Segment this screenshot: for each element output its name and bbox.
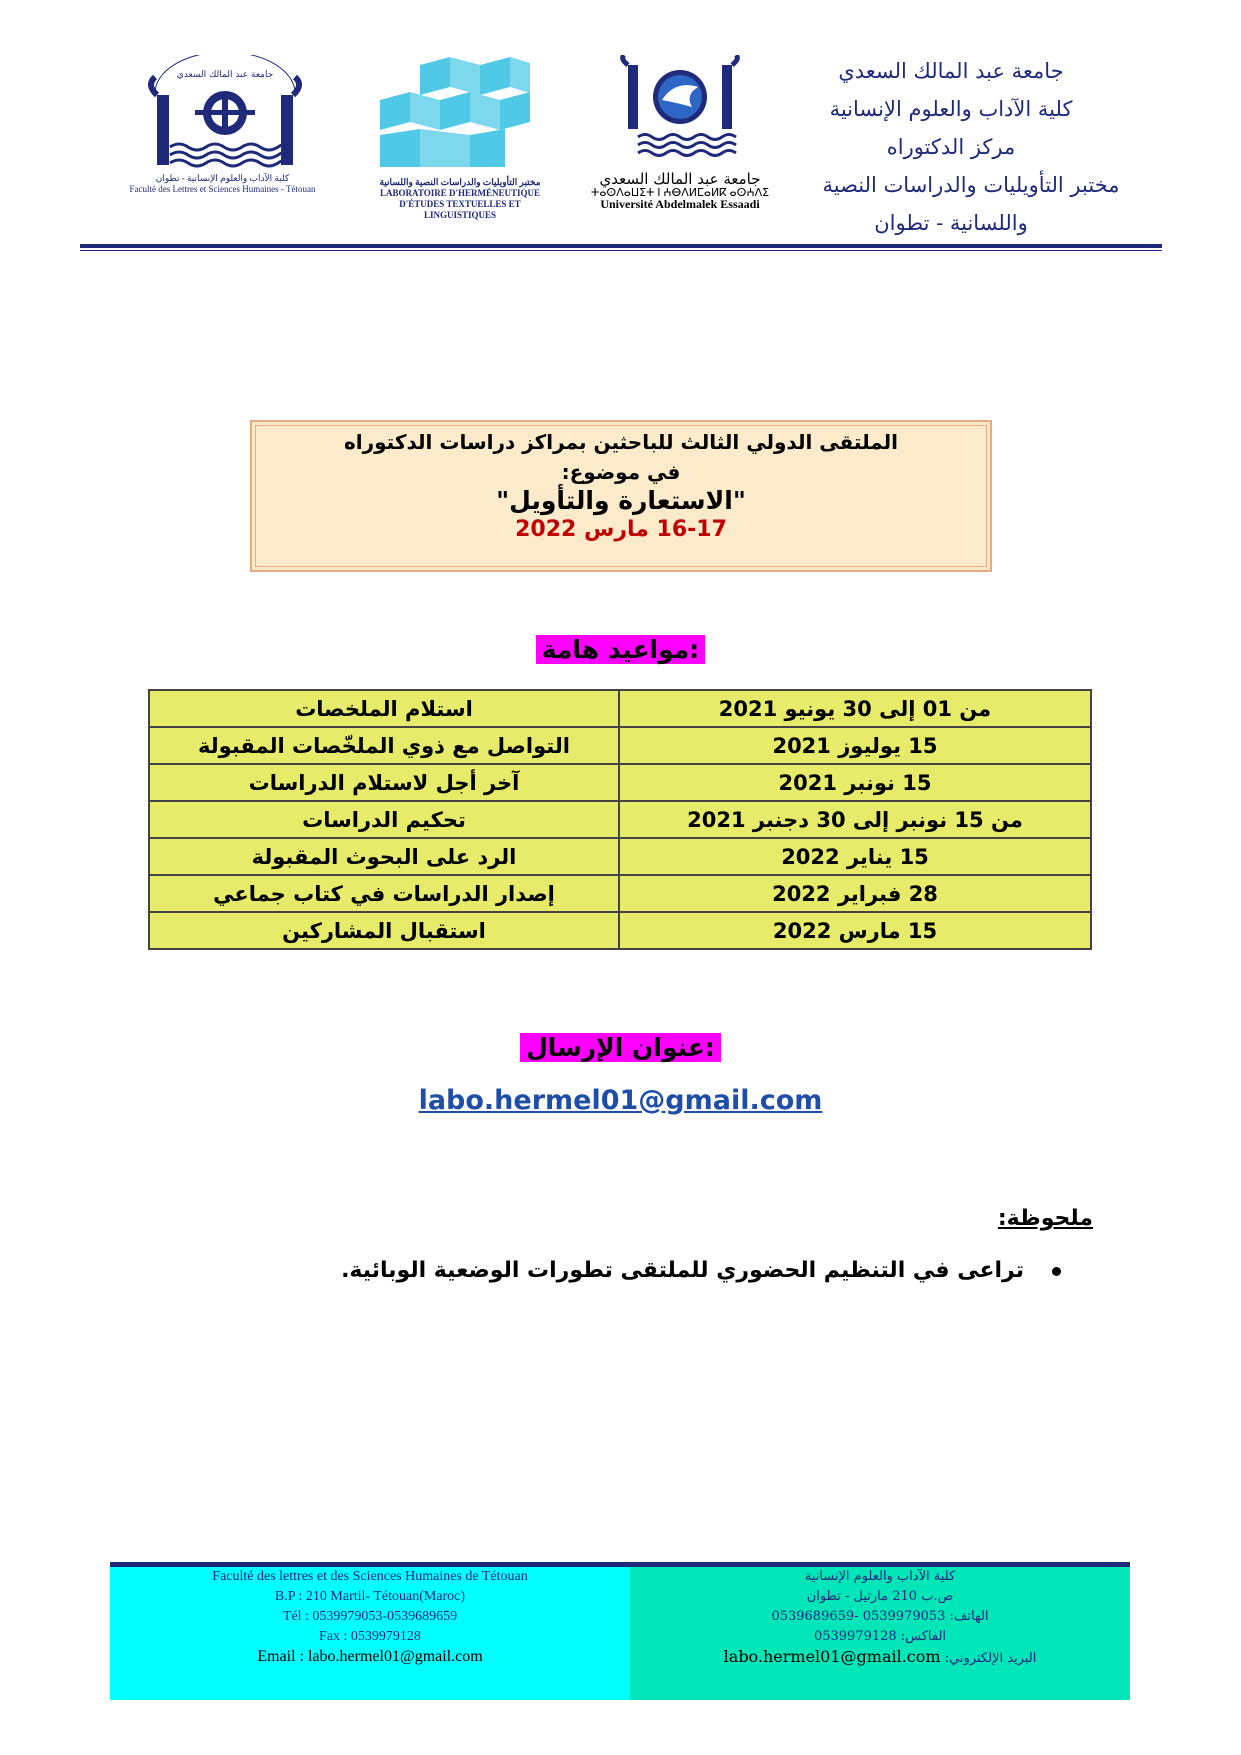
university-logo-caption-tif: ⵜⴰⵙⴷⴰⵡⵉⵜ ⵏ ⵄⴱⴷⵍⵎⴰⵍⴽ ⴰⵙⵄⴷⵉ	[590, 187, 770, 199]
event-cell: إصدار الدراسات في كتاب جماعي	[149, 875, 619, 912]
university-logo	[580, 55, 780, 210]
date-cell: من 15 نونبر إلى 30 دجنبر 2021	[619, 801, 1091, 838]
lab-logo-caption-fr1: LABORATOIRE D'HERMÉNEUTIQUE	[380, 188, 540, 198]
note-text: تراعى في التنظيم الحضوري للملتقى تطورات الوضعية الوبائية.	[341, 1258, 1024, 1283]
date-cell: 15 مارس 2022	[619, 912, 1091, 949]
table-row	[149, 801, 1091, 838]
important-dates-heading: مواعيد هامة:	[536, 635, 706, 664]
lab-logo-caption-fr2: D'ÉTUDES TEXTUELLES ET LINGUISTIQUES	[399, 199, 521, 220]
university-logo-caption-fr: Université Abdelmalek Essaadi	[600, 197, 760, 211]
lab-logo	[375, 55, 545, 221]
footer-ar-email: labo.hermel01@gmail.com	[723, 1647, 941, 1666]
send-address-heading-wrap	[0, 1027, 1241, 1069]
university-logo-caption-ar: جامعة عبد المالك السعدي	[599, 170, 761, 188]
note-heading: ملحوظة:	[997, 1206, 1093, 1231]
lab-logo-caption-ar: مختبر التأويليات والدراسات النصية واللسانية	[379, 177, 541, 187]
conference-topic-label: في موضوع:	[561, 460, 681, 484]
footer-ar-email-label: البريد الإلكتروني:	[944, 1651, 1037, 1666]
header-line: مختبر التأويليات والدراسات النصية	[822, 173, 1120, 197]
footer-ar-line: ص.ب 210 مارتيل - تطوان	[806, 1589, 954, 1604]
conference-topic: "الاستعارة والتأويل"	[496, 486, 746, 515]
faculty-logo-caption-fr: Faculté des Lettres et Sciences Humaines - Tétouan	[129, 184, 316, 194]
header-line: كلية الآداب والعلوم الإنسانية	[829, 97, 1073, 121]
bullet-icon	[1052, 1267, 1061, 1276]
date-cell: 15 يناير 2022	[619, 838, 1091, 875]
header-line: جامعة عبد المالك السعدي	[838, 59, 1064, 83]
event-cell: الرد على البحوث المقبولة	[149, 838, 619, 875]
lab-cubes-icon	[375, 55, 545, 173]
date-cell: 15 يوليوز 2021	[619, 727, 1091, 764]
table-row	[149, 875, 1091, 912]
header-line: مركز الدكتوراه	[886, 135, 1016, 159]
conference-title: الملتقى الدولي الثالث للباحثين بمراكز دراسات الدكتوراه	[343, 430, 899, 454]
title-box-inner-border	[255, 425, 987, 567]
table-row	[149, 727, 1091, 764]
footer-fr-line: Tél : 0539979053-0539689659	[282, 1609, 458, 1624]
footer-fr-line: Faculté des lettres et des Sciences Humaines de Tétouan	[212, 1569, 528, 1584]
footer-ar-line: كلية الآداب والعلوم الإنسانية	[804, 1569, 956, 1584]
footer-contact-ar	[630, 1567, 1130, 1700]
date-cell: 28 فبراير 2022	[619, 875, 1091, 912]
submission-email-link[interactable]: labo.hermel01@gmail.com	[418, 1085, 823, 1116]
event-cell: تحكيم الدراسات	[149, 801, 619, 838]
table-row	[149, 838, 1091, 875]
event-cell: آخر أجل لاستلام الدراسات	[149, 764, 619, 801]
important-dates-heading-wrap	[0, 629, 1241, 671]
date-cell: 15 نونبر 2021	[619, 764, 1091, 801]
university-header-text	[801, 52, 1120, 242]
header-divider-thin	[80, 250, 1162, 251]
table-row	[149, 912, 1091, 949]
note-item	[341, 1258, 1061, 1283]
date-cell: من 01 إلى 30 يونيو 2021	[619, 690, 1091, 727]
important-dates-table	[148, 689, 1092, 950]
event-cell: استقبال المشاركين	[149, 912, 619, 949]
header-divider	[80, 244, 1162, 248]
conference-title-box	[250, 420, 992, 572]
svg-text:جامعة عبد المالك السعدي: جامعة عبد المالك السعدي	[176, 70, 274, 80]
table-row	[149, 690, 1091, 727]
footer-fr-line: B.P : 210 Martil- Tétouan(Maroc)	[274, 1589, 466, 1604]
footer-ar-line: الهاتف: 0539979053 -0539689659	[771, 1609, 989, 1624]
header-line: واللسانية - تطوان	[874, 211, 1028, 235]
faculty-logo-caption-ar: كلية الآداب والعلوم الإنسانية - تطوان	[155, 173, 290, 183]
footer-fr-email: Email : labo.hermel01@gmail.com	[257, 1648, 483, 1665]
footer-contact-fr	[110, 1567, 630, 1700]
event-cell: استلام الملخصات	[149, 690, 619, 727]
conference-date: 16-17 مارس 2022	[515, 517, 727, 542]
event-cell: التواصل مع ذوي الملخّصات المقبولة	[149, 727, 619, 764]
faculty-emblem-icon	[100, 55, 345, 185]
table-row	[149, 764, 1091, 801]
university-emblem-icon	[580, 55, 780, 167]
footer-ar-email-row	[630, 1647, 1130, 1669]
faculty-logo	[100, 55, 345, 195]
footer-fr-line: Fax : 0539979128	[319, 1629, 421, 1644]
footer-ar-line: الفاكس: 0539979128	[813, 1629, 947, 1644]
send-address-heading: عنوان الإرسال:	[520, 1033, 721, 1062]
